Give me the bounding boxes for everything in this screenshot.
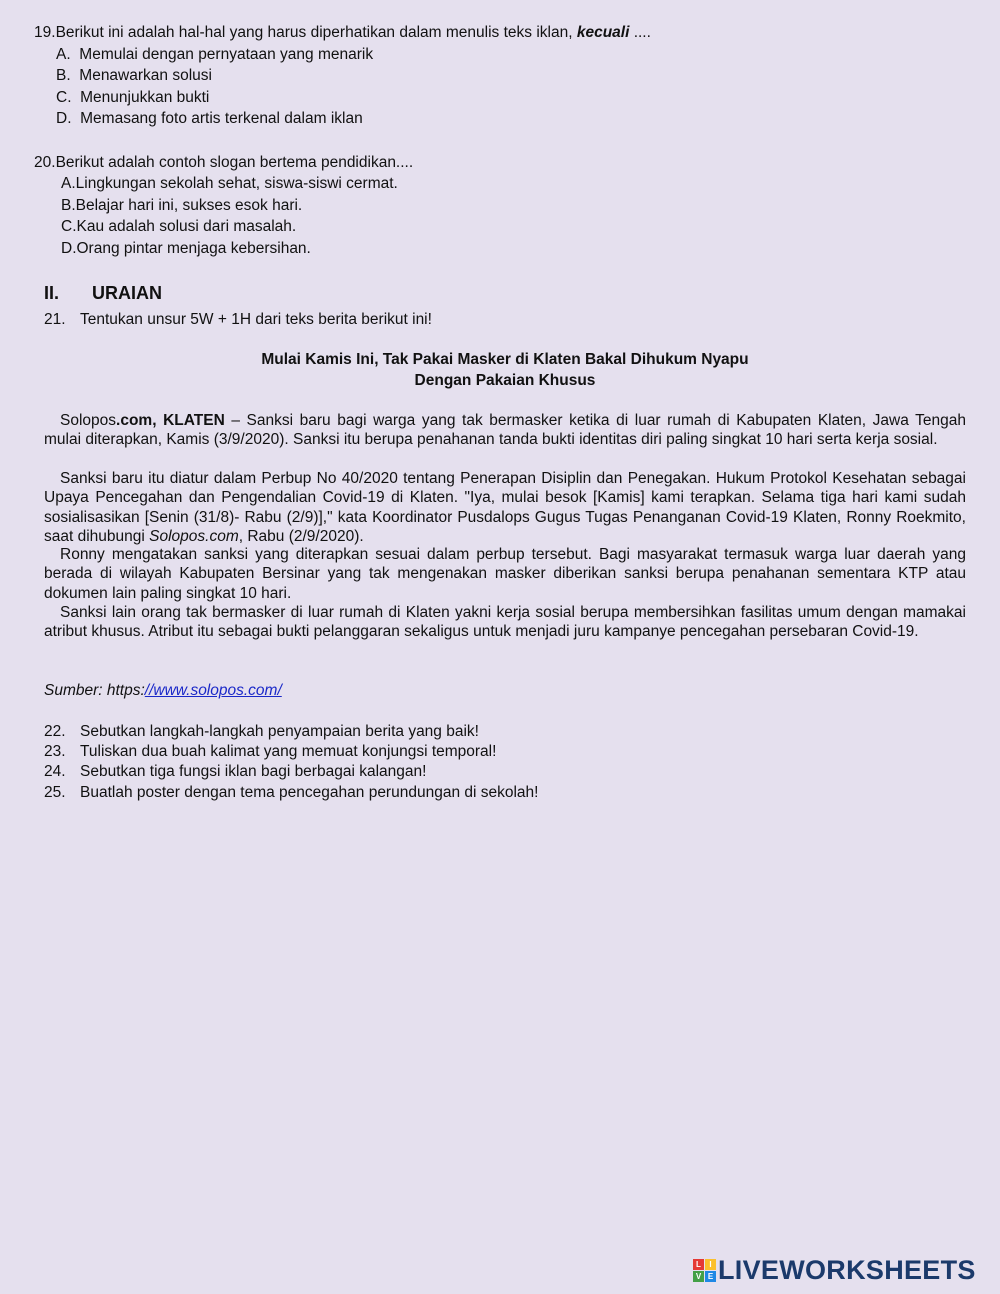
question-22-number: 22. <box>44 723 66 740</box>
option-text: Menunjukkan bukti <box>80 89 210 106</box>
liveworksheets-logo <box>693 1254 976 1285</box>
logo-text: LIVEWORKSHEETS <box>718 1254 976 1285</box>
question-21-text: Tentukan unsur 5W + 1H dari teks berita berikut ini! <box>80 311 432 328</box>
question-24-text: Sebutkan tiga fungsi iklan bagi berbagai kalangan! <box>80 763 427 780</box>
option-19a[interactable] <box>56 45 373 65</box>
section-numeral: II. <box>44 283 60 303</box>
question-21-number: 21. <box>44 311 66 328</box>
article-paragraph-1: Solopos.com, KLATEN – Sanksi baru bagi warga yang tak bermasker ketika di luar rumah di Kabupaten Klaten, Jawa Tengah mulai diterapkan, Kamis (3/9/2020). Sanksi itu berupa penahanan tanda bukti identitas diri paling singkat 10 hari serta kerja sosial. <box>44 412 966 449</box>
option-text: Belajar hari ini, sukses esok hari. <box>75 197 303 214</box>
question-stem: Berikut adalah contoh slogan bertema pendidikan.... <box>55 154 414 171</box>
option-19b[interactable] <box>56 66 212 86</box>
question-number: 19. <box>34 24 56 41</box>
question-23-number: 23. <box>44 743 66 760</box>
option-letter: D. <box>56 110 72 127</box>
section-title: URAIAN <box>92 283 162 303</box>
question-22-text: Sebutkan langkah-langkah penyampaian berita yang baik! <box>80 723 479 740</box>
question-25-text: Buatlah poster dengan tema pencegahan perundungan di sekolah! <box>80 784 539 801</box>
option-text: Memulai dengan pernyataan yang menarik <box>79 46 374 63</box>
option-20c[interactable] <box>61 217 296 237</box>
option-letter: B. <box>56 67 71 84</box>
option-20a[interactable] <box>61 174 398 194</box>
question-23-text: Tuliskan dua buah kalimat yang memuat konjungsi temporal! <box>80 743 497 760</box>
option-20b[interactable] <box>61 196 302 216</box>
question-number: 20. <box>34 154 56 171</box>
option-letter: C. <box>56 89 72 106</box>
question-19 <box>34 23 651 43</box>
option-letter: D. <box>61 240 77 257</box>
dateline: .com, KLATEN <box>116 412 225 429</box>
option-text: Menawarkan solusi <box>79 67 212 84</box>
option-letter: B. <box>61 197 76 214</box>
article-source: Sumber: https://www.solopos.com/ <box>44 682 282 699</box>
option-19c[interactable] <box>56 88 209 108</box>
question-20 <box>34 153 413 173</box>
headline-line-2: Dengan Pakaian Khusus <box>414 372 596 389</box>
question-stem-tail: .... <box>629 24 651 41</box>
question-stem: Berikut ini adalah hal-hal yang harus diperhatikan dalam menulis teks iklan, <box>55 24 577 41</box>
article-paragraph-4: Sanksi lain orang tak bermasker di luar rumah di Klaten yakni kerja sosial berupa membersihkan fasilitas umum dengan mamakai atribut khusus. Atribut itu sebagai bukti pelanggaran sekaligus untuk menjadi juru kampanye pencegahan persebaran Covid-19. <box>44 604 966 641</box>
article-headline <box>44 349 966 391</box>
option-text: Kau adalah solusi dari masalah. <box>76 218 297 235</box>
option-letter: A. <box>56 46 71 63</box>
question-emphasis: kecuali <box>576 24 630 41</box>
logo-mark-icon: L I V E <box>693 1259 716 1282</box>
question-24-number: 24. <box>44 763 66 780</box>
option-text: Memasang foto artis terkenal dalam iklan <box>80 110 363 127</box>
article-paragraph-2: Sanksi baru itu diatur dalam Perbup No 40/2020 tentang Penerapan Disiplin dan Penegakan. Hukum Protokol Kesehatan sebagai Upaya Pencegahan dan Pengendalian Covid-19 di Klaten. "Iya, mulai besok [Kamis] kami terapkan. Selama tiga hari kami sudah sosialisasikan [Senin (31/8)- Rabu (2/9)]," kata Koordinator Pusdalops Gugus Tugas Penanganan Covid-19 Klaten, Ronny Roekmito, saat dihubungi Solopos.com, Rabu (2/9/2020). <box>44 470 966 545</box>
headline-line-1: Mulai Kamis Ini, Tak Pakai Masker di Klaten Bakal Dihukum Nyapu <box>261 351 749 368</box>
option-letter: C. <box>61 218 77 235</box>
question-25-number: 25. <box>44 784 66 801</box>
option-19d[interactable] <box>56 109 363 129</box>
source-link[interactable]: //www.solopos.com/ <box>144 682 282 699</box>
option-text: Orang pintar menjaga kebersihan. <box>76 240 311 257</box>
option-text: Lingkungan sekolah sehat, siswa-siswi cermat. <box>75 175 398 192</box>
option-20d[interactable] <box>61 239 311 259</box>
article-paragraph-3: Ronny mengatakan sanksi yang diterapkan sesuai dalam perbup tersebut. Bagi masyarakat termasuk warga luar daerah yang berada di wilayah Kabupaten Bersinar yang tak mengenakan masker diberikan sanksi berupa penahanan sementara KTP atau dokumen lain paling singkat 10 hari. <box>44 546 966 602</box>
section-heading <box>44 283 59 304</box>
option-letter: A. <box>61 175 76 192</box>
